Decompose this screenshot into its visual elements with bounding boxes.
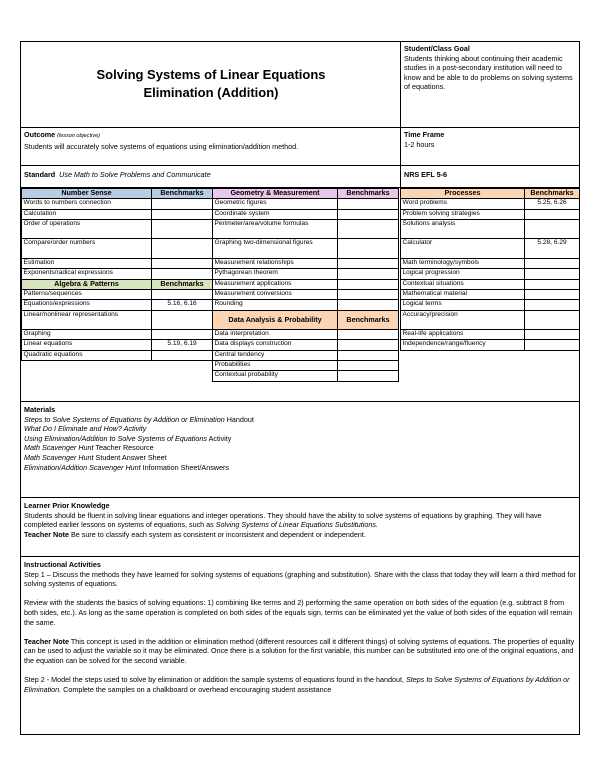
page-title bbox=[21, 66, 401, 102]
benchmark-cell bbox=[525, 340, 580, 350]
table-cell: Independence/range/fluency bbox=[401, 340, 525, 350]
table-cell: Linear/nonlinear representations bbox=[22, 310, 152, 330]
standard-label: Standard bbox=[24, 170, 56, 179]
title-line-2: Elimination (Addition) bbox=[143, 85, 279, 100]
prior-knowledge-section bbox=[24, 501, 576, 539]
benchmark-cell bbox=[525, 209, 580, 219]
benchmarks-header: Benchmarks bbox=[525, 189, 580, 199]
table-cell: Compare/order numbers bbox=[22, 239, 152, 259]
outcome-label: Outcome bbox=[24, 130, 56, 139]
outcome-text: Students will accurately solve systems of equations using elimination/addition method. bbox=[24, 141, 299, 151]
benchmark-cell bbox=[338, 361, 399, 371]
table-cell: Real-life applications bbox=[401, 330, 525, 340]
benchmark-cell bbox=[525, 259, 580, 269]
benchmark-cell bbox=[338, 330, 399, 340]
benchmark-cell bbox=[525, 289, 580, 299]
benchmark-grid-row bbox=[21, 188, 579, 402]
table-cell: Geometric figures bbox=[213, 199, 338, 209]
benchmark-cell bbox=[152, 269, 213, 279]
algebra-header: Algebra & Patterns bbox=[22, 279, 152, 289]
materials-item: Math Scavenger Hunt Teacher Resource bbox=[24, 443, 154, 453]
benchmark-cell: 5.28, 6.29 bbox=[525, 239, 580, 259]
materials-row bbox=[21, 402, 579, 498]
prior-knowledge-label: Learner Prior Knowledge bbox=[24, 501, 110, 510]
table-cell: Data displays construction bbox=[213, 340, 338, 350]
table-cell: Estimation bbox=[22, 259, 152, 269]
outcome-row bbox=[21, 128, 579, 166]
outcome bbox=[24, 130, 394, 151]
benchmark-cell bbox=[152, 289, 213, 299]
activity-step-1: Step 1 – Discuss the methods they have learned for solving systems of equations (graphing and substitution). Share with the class that today they will learn a third method for solving systems of equations. bbox=[24, 569, 576, 589]
table-cell: Contextual situations bbox=[401, 279, 525, 289]
top-divider bbox=[400, 42, 401, 188]
table-cell: Logical progression bbox=[401, 269, 525, 279]
benchmark-cell: 5.19, 6.19 bbox=[152, 340, 213, 350]
benchmarks-header: Benchmarks bbox=[152, 279, 213, 289]
table-cell: Measurement conversions bbox=[213, 289, 338, 299]
table-cell: Calculation bbox=[22, 209, 152, 219]
benchmark-cell bbox=[338, 340, 399, 350]
benchmark-cell bbox=[338, 239, 399, 259]
standard bbox=[24, 170, 211, 180]
teacher-note: Teacher Note Be sure to classify each system as consistent or inconsistent and dependent or independent. bbox=[24, 529, 366, 539]
time-frame-value: 1-2 hours bbox=[404, 139, 435, 149]
materials-label: Materials bbox=[24, 405, 56, 414]
title-row bbox=[21, 42, 579, 128]
table-cell: Math terminology/symbols bbox=[401, 259, 525, 269]
table-cell: Problem solving strategies bbox=[401, 209, 525, 219]
benchmark-cell: 5.16, 6.16 bbox=[152, 300, 213, 310]
benchmark-cell bbox=[525, 310, 580, 330]
benchmark-cell bbox=[152, 239, 213, 259]
benchmarks-header: Benchmarks bbox=[338, 189, 399, 199]
materials-item: Elimination/Addition Scavenger Hunt Information Sheet/Answers bbox=[24, 462, 229, 472]
table-cell: Equations/expressions bbox=[22, 300, 152, 310]
table-cell: Logical terms bbox=[401, 300, 525, 310]
benchmark-cell bbox=[152, 350, 213, 360]
lesson-plan-page bbox=[20, 41, 580, 735]
benchmark-cell bbox=[525, 219, 580, 239]
benchmark-cell bbox=[338, 289, 399, 299]
data-analysis-header: Data Analysis & Probability bbox=[213, 310, 338, 330]
outcome-note: (lesson objective) bbox=[57, 133, 100, 139]
materials-item: Math Scavenger Hunt Student Answer Sheet bbox=[24, 452, 167, 462]
activity-step-2: Step 2 - Model the steps used to solve by elimination or addition the sample systems of equations found in the handout, Steps to Solve Systems of Equations by Addition or Elimination. Complete the samples on a chalkboard or overhead encouraging student assistance bbox=[24, 675, 570, 694]
benchmark-cell bbox=[525, 330, 580, 340]
table-cell: Measurement applications bbox=[213, 279, 338, 289]
table-cell: Accuracy/precision bbox=[401, 310, 525, 330]
geometry-header: Geometry & Measurement bbox=[213, 189, 338, 199]
student-goal bbox=[404, 44, 576, 92]
benchmark-cell bbox=[152, 219, 213, 239]
table-cell: Graphing two-dimensional figures bbox=[213, 239, 338, 259]
table-cell: Perimeter/area/volume formulas bbox=[213, 219, 338, 239]
materials-item: What Do I Eliminate and How? Activity bbox=[24, 424, 147, 434]
prior-knowledge-text: Students should be fluent in solving linear equations and integer operations. They should have the ability to solve systems of equations by graphing. They will have completed earlier lessons on systems of equations, such as Solving Systems of Linear Equations Substitutions. bbox=[24, 510, 542, 530]
benchmark-cell bbox=[338, 371, 399, 381]
table-cell: Mathematical material bbox=[401, 289, 525, 299]
standard-row bbox=[21, 166, 579, 188]
activity-review: Review with the students the basics of solving equations: 1) combining like terms and 2) performing the same operation on both sides of the equation (e.g. subtract 8 from both sides, etc.). As long as the same operation is completed on both sides of the equals sign, terms can be eliminated yet the value of both sides of the equation will remain the same. bbox=[24, 598, 573, 627]
benchmark-cell bbox=[338, 259, 399, 269]
table-cell: Measurement relationships bbox=[213, 259, 338, 269]
benchmarks-header: Benchmarks bbox=[338, 310, 399, 330]
benchmark-cell bbox=[338, 279, 399, 289]
table-cell: Linear equations bbox=[22, 340, 152, 350]
table-cell: Words to numbers connection bbox=[22, 199, 152, 209]
standard-text: Use Math to Solve Problems and Communicate bbox=[59, 170, 211, 179]
student-goal-label: Student/Class Goal bbox=[404, 44, 470, 53]
table-cell: Coordinate system bbox=[213, 209, 338, 219]
time-frame-label: Time Frame bbox=[404, 130, 445, 139]
benchmark-cell bbox=[338, 300, 399, 310]
table-cell: Probabilities bbox=[213, 361, 338, 371]
table-cell: Calculator bbox=[401, 239, 525, 259]
benchmark-cell bbox=[338, 209, 399, 219]
number-sense-table bbox=[21, 188, 213, 361]
activity-teacher-note: Teacher Note This concept is used in the addition or elimination method (different resources call it different things) of solving systems of equations. The properties of equality can be used to adjust the variable so it may be eliminated. Once there is a solution for the first variable, this number can be substituted into one of the original equations, and the equation can be solved for the second variable. bbox=[24, 636, 575, 665]
title-line-1: Solving Systems of Linear Equations bbox=[96, 67, 326, 82]
nrs-efl: NRS EFL 5-6 bbox=[404, 170, 448, 179]
student-goal-text: Students thinking about continuing their academic studies in a post-secondary institution will need to know and be able to do problems on solving systems of equations. bbox=[404, 53, 573, 92]
benchmark-cell bbox=[338, 269, 399, 279]
table-cell: Order of operations bbox=[22, 219, 152, 239]
materials-item: Steps to Solve Systems of Equations by Addition or Elimination Handout bbox=[24, 414, 254, 424]
benchmark-cell bbox=[152, 259, 213, 269]
prior-knowledge-row bbox=[21, 498, 579, 557]
benchmark-cell bbox=[338, 350, 399, 360]
benchmark-cell: 5.25, 6.26 bbox=[525, 199, 580, 209]
geometry-table bbox=[212, 188, 399, 382]
materials-item: Using Elimination/Addition to Solve Systems of Equations Activity bbox=[24, 433, 232, 443]
benchmark-cell bbox=[525, 279, 580, 289]
table-cell: Data interpretation bbox=[213, 330, 338, 340]
table-cell: Quadratic equations bbox=[22, 350, 152, 360]
benchmark-cell bbox=[338, 219, 399, 239]
table-cell: Graphing bbox=[22, 330, 152, 340]
materials-section bbox=[24, 405, 576, 472]
table-cell: Solutions analysis bbox=[401, 219, 525, 239]
benchmark-cell bbox=[338, 199, 399, 209]
benchmark-cell bbox=[152, 330, 213, 340]
activities-label: Instructional Activities bbox=[24, 560, 101, 569]
instructional-activities-row bbox=[21, 557, 579, 735]
processes-header: Processes bbox=[401, 189, 525, 199]
processes-table bbox=[400, 188, 580, 351]
benchmark-cell bbox=[152, 209, 213, 219]
benchmark-cell bbox=[152, 310, 213, 330]
table-cell: Pythagorean theorem bbox=[213, 269, 338, 279]
benchmarks-header: Benchmarks bbox=[152, 189, 213, 199]
number-sense-header: Number Sense bbox=[22, 189, 152, 199]
benchmark-cell bbox=[525, 269, 580, 279]
benchmark-cell bbox=[525, 300, 580, 310]
table-cell: Contextual probability bbox=[213, 371, 338, 381]
table-cell: Central tendency bbox=[213, 350, 338, 360]
instructional-activities-section bbox=[24, 560, 576, 694]
benchmark-cell bbox=[152, 199, 213, 209]
table-cell: Rounding bbox=[213, 300, 338, 310]
time-frame bbox=[404, 130, 574, 149]
table-cell: Word problems bbox=[401, 199, 525, 209]
table-cell: Patterns/sequences bbox=[22, 289, 152, 299]
table-cell: Exponents/radical expressions bbox=[22, 269, 152, 279]
